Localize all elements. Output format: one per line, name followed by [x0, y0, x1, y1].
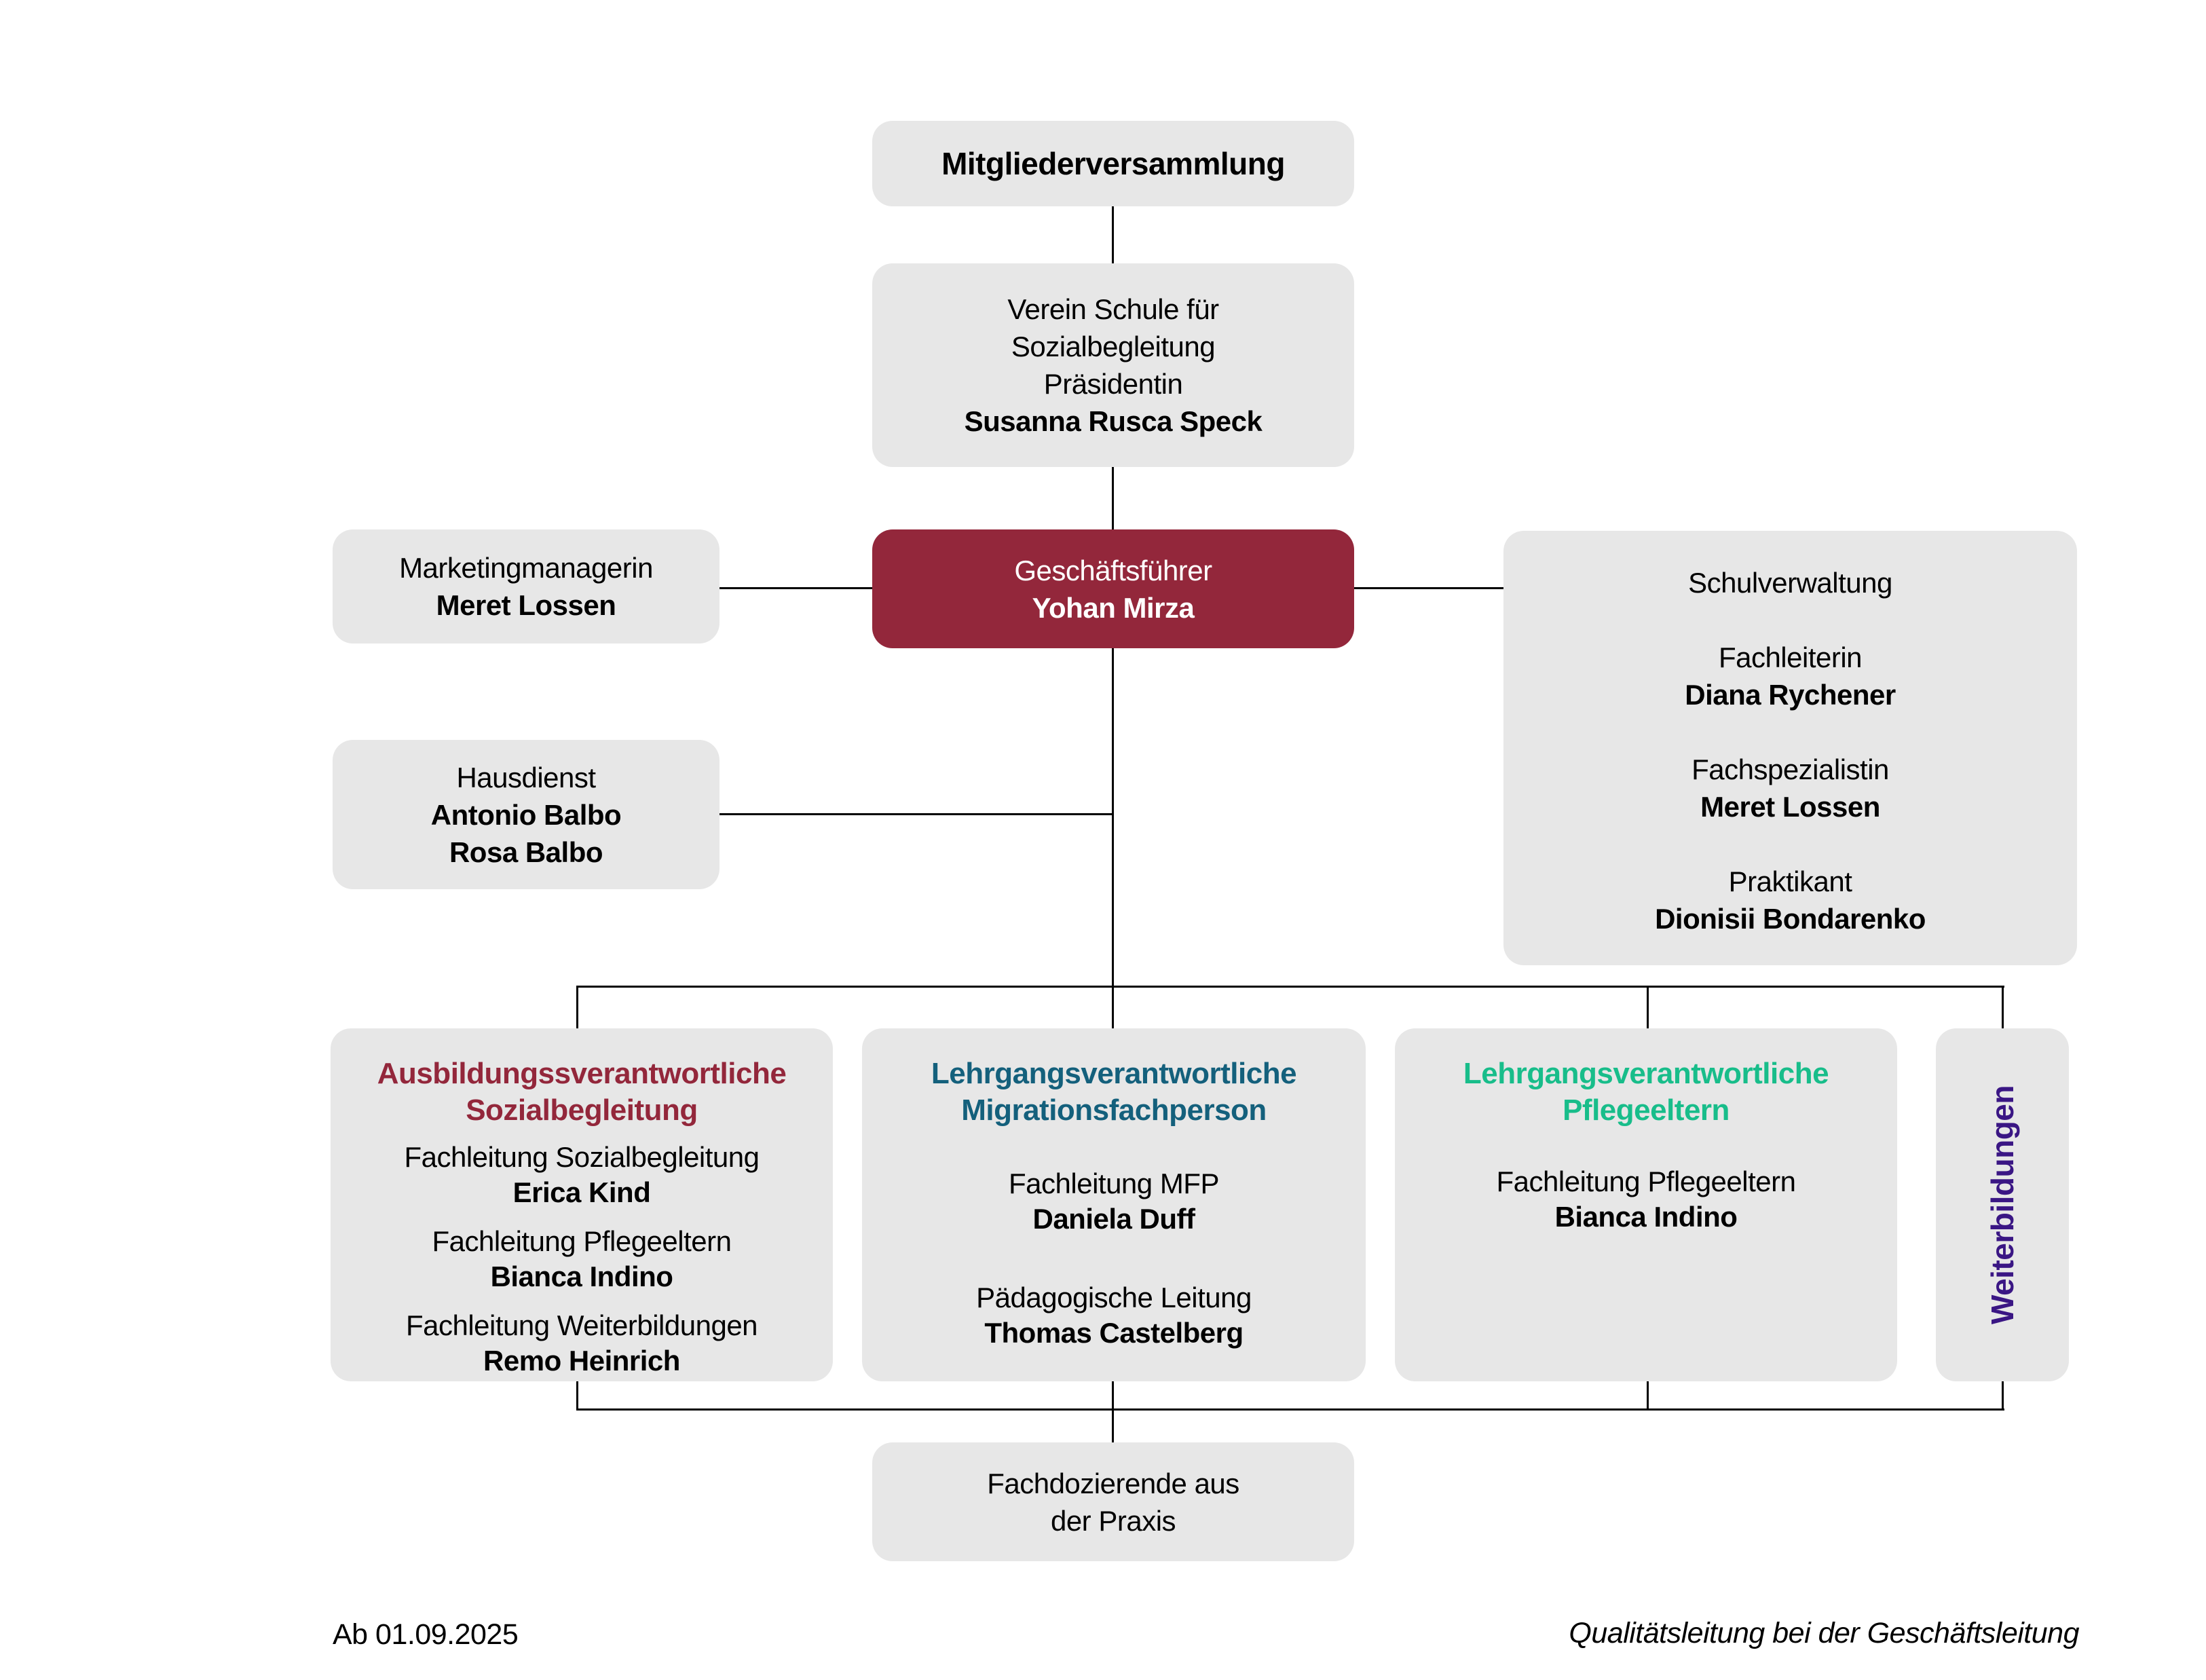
box-mitgliederversammlung: [872, 121, 1354, 206]
verein-line1: Verein Schule für: [1007, 293, 1219, 325]
box-weiterbildungen: [1936, 1028, 2069, 1381]
ausbildung-title1: Ausbildungssverantwortliche: [377, 1057, 787, 1090]
box-verein: [872, 263, 1354, 467]
schulverwaltung-title: Schulverwaltung: [1688, 567, 1892, 599]
verein-name: Susanna Rusca Speck: [964, 405, 1263, 437]
marketing-role: Marketingmanagerin: [399, 552, 653, 584]
weiterbildungen-title: Weiterbildungen: [1985, 1085, 2020, 1324]
box-pflegeeltern: [1395, 1028, 1897, 1381]
connector-verein-geschaeftsfuehrer: [1112, 467, 1114, 529]
box-migration: [862, 1028, 1366, 1381]
connector-rise-migration: [1112, 1381, 1114, 1442]
pflegeeltern-title2: Pflegeeltern: [1563, 1094, 1730, 1127]
connector-schulverwaltung: [1354, 587, 1503, 589]
mitgliederversammlung-title: Mitgliederversammlung: [941, 146, 1285, 181]
ausbildung-name3: Remo Heinrich: [483, 1345, 680, 1377]
pflegeeltern-role1: Fachleitung Pflegeeltern: [1496, 1165, 1796, 1197]
ausbildung-name1: Erica Kind: [512, 1176, 651, 1208]
connector-marketing: [719, 587, 872, 589]
schulverwaltung-role3: Praktikant: [1728, 865, 1852, 897]
ausbildung-role3: Fachleitung Weiterbildungen: [405, 1309, 758, 1341]
fachdozierende-line2: der Praxis: [1050, 1504, 1176, 1537]
schulverwaltung-role2: Fachspezialistin: [1691, 753, 1889, 785]
connector-mitglieder-verein: [1112, 206, 1114, 263]
pflegeeltern-name1: Bianca Indino: [1554, 1201, 1738, 1233]
footer-date: Ab 01.09.2025: [333, 1618, 519, 1651]
box-fachdozierende: [872, 1442, 1354, 1561]
connector-drop-weiterbildungen: [2002, 986, 2004, 1028]
box-schulverwaltung: [1503, 531, 2077, 965]
verein-role: Präsidentin: [1043, 368, 1183, 400]
geschaeftsfuehrer-role: Geschäftsführer: [1014, 554, 1212, 586]
fachdozierende-line1: Fachdozierende aus: [987, 1467, 1239, 1499]
hausdienst-role: Hausdienst: [456, 761, 596, 794]
migration-name2: Thomas Castelberg: [984, 1317, 1244, 1349]
ausbildung-role2: Fachleitung Pflegeeltern: [432, 1225, 732, 1257]
connector-rise-weiterbildungen: [2002, 1381, 2004, 1411]
box-hausdienst: [333, 740, 719, 889]
box-ausbildung: [331, 1028, 833, 1381]
connector-drop-pflegeeltern: [1647, 986, 1649, 1028]
migration-role2: Pädagogische Leitung: [976, 1282, 1252, 1313]
hausdienst-name1: Antonio Balbo: [430, 798, 622, 831]
ausbildung-name2: Bianca Indino: [490, 1261, 673, 1292]
migration-role1: Fachleitung MFP: [1009, 1168, 1219, 1199]
connector-branch-top: [576, 986, 2004, 988]
connector-rise-ausbildung: [576, 1381, 578, 1411]
migration-title2: Migrationsfachperson: [961, 1094, 1267, 1127]
weiterbildungen-wrap: [1936, 1028, 2069, 1381]
schulverwaltung-role1: Fachleiterin: [1718, 641, 1863, 673]
migration-name1: Daniela Duff: [1032, 1203, 1195, 1235]
connector-rise-pflegeeltern: [1647, 1381, 1649, 1411]
box-marketing: [333, 529, 719, 643]
marketing-name: Meret Lossen: [436, 589, 616, 621]
footer-quality-note: Qualitätsleitung bei der Geschäftsleitung: [1569, 1617, 2079, 1649]
verein-line2: Sozialbegleitung: [1011, 331, 1216, 362]
box-geschaeftsfuehrer: [872, 529, 1354, 648]
connector-hausdienst: [719, 813, 1113, 815]
connector-drop-ausbildung: [576, 986, 578, 1028]
schulverwaltung-name1: Diana Rychener: [1685, 679, 1896, 711]
geschaeftsfuehrer-name: Yohan Mirza: [1032, 591, 1195, 624]
connector-branch-bottom: [576, 1408, 2004, 1411]
ausbildung-title2: Sozialbegleitung: [466, 1094, 698, 1127]
migration-title1: Lehrgangsverantwortliche: [931, 1057, 1297, 1090]
ausbildung-role1: Fachleitung Sozialbegleitung: [404, 1141, 760, 1173]
pflegeeltern-title1: Lehrgangsverantwortliche: [1463, 1057, 1829, 1090]
schulverwaltung-name3: Dionisii Bondarenko: [1655, 903, 1926, 935]
schulverwaltung-name2: Meret Lossen: [1700, 791, 1880, 823]
hausdienst-name2: Rosa Balbo: [449, 836, 603, 868]
connector-main-stem: [1112, 648, 1114, 1028]
